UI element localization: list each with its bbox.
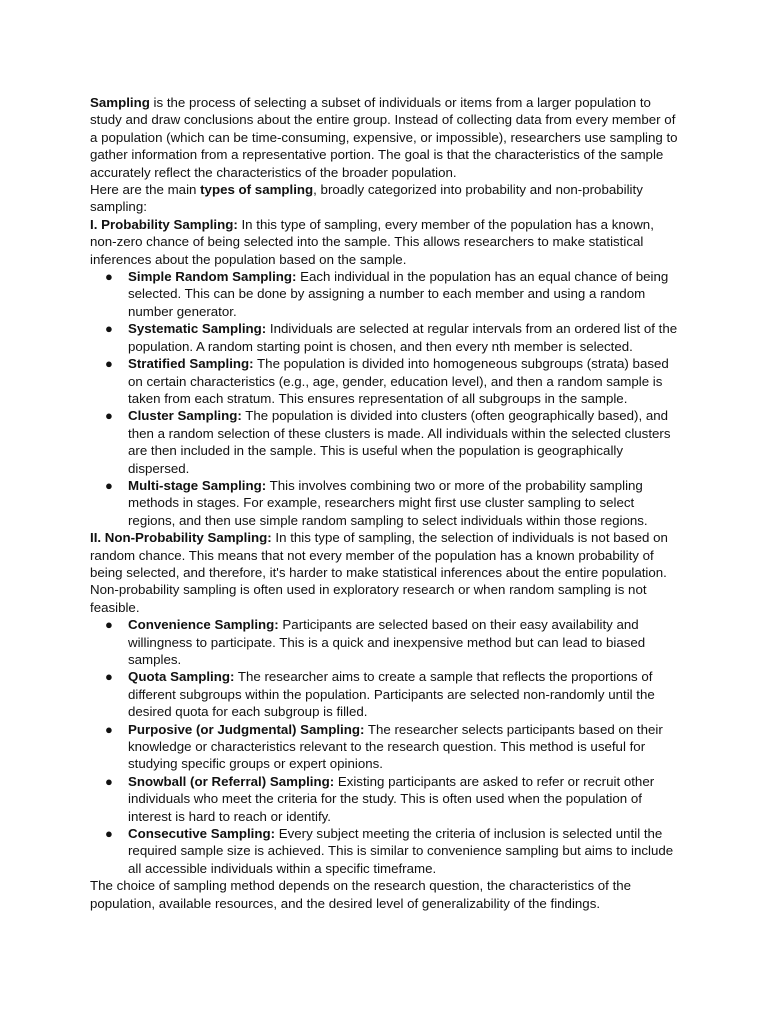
list-item-term: Simple Random Sampling: <box>128 269 297 285</box>
types-intro-before: Here are the main <box>90 182 201 198</box>
list-item-text: Existing participants are asked to refer or recruit other individuals who meet the criteria for the study. This is often used when the population of interest is hard to reach or identify. <box>128 773 655 824</box>
list-item-text: The researcher aims to create a sample that reflects the proportions of different subgroups within the population. Participants are selected non-randomly until the desired quota for each subgroup is filled. <box>128 669 655 720</box>
non-probability-list <box>90 616 682 877</box>
bullet-icon: ● <box>105 269 113 285</box>
list-item <box>90 320 682 355</box>
types-intro-term: types of sampling <box>200 182 314 198</box>
list-item-term: Multi-stage Sampling: <box>128 477 267 493</box>
list-item <box>90 355 682 407</box>
list-item-term: Systematic Sampling: <box>128 321 267 337</box>
bullet-icon: ● <box>105 321 113 337</box>
probability-text: In this type of sampling, every member of the population has a known, non-zero chance of being selected into the sample. This allows researchers to make statistical inferences about the population based on the sample. <box>90 216 654 267</box>
list-item-term: Stratified Sampling: <box>128 356 254 372</box>
intro-paragraph <box>90 94 682 181</box>
bullet-icon: ● <box>105 617 113 633</box>
bullet-icon: ● <box>105 826 113 842</box>
list-item-term: Quota Sampling: <box>128 669 235 685</box>
conclusion-paragraph: The choice of sampling method depends on the research question, the characteristics of the population, available resources, and the desired level of generalizability of the findings. <box>90 878 632 911</box>
list-item <box>90 668 682 720</box>
list-item-term: Snowball (or Referral) Sampling: <box>128 773 335 789</box>
types-intro-after: , broadly categorized into probability and non-probability sampling: <box>90 182 643 215</box>
list-item <box>90 268 682 320</box>
list-item-text: Each individual in the population has an equal chance of being selected. This can be done by assigning a number to each member and using a random number generator. <box>128 269 669 319</box>
list-item <box>90 825 682 877</box>
bullet-icon: ● <box>105 477 113 493</box>
list-item-text: Individuals are selected at regular intervals from an ordered list of the population. A random starting point is chosen, and then every nth member is selected. <box>128 321 678 354</box>
intro-term: Sampling <box>90 95 150 110</box>
list-item-term: Convenience Sampling: <box>128 617 279 633</box>
list-item-text: The population is divided into clusters (often geographically based), and then a random selection of these clusters is made. All individuals within the selected clusters are then included in the sample. This is useful when the population is geographically dispersed. <box>128 408 671 476</box>
list-item <box>90 477 682 529</box>
list-item-text: The researcher selects participants based on their knowledge or characteristics relevant to the research question. This method is useful for studying specific groups or expert opinions. <box>128 721 663 772</box>
non-probability-section-paragraph <box>90 529 682 616</box>
bullet-icon: ● <box>105 356 113 372</box>
probability-list <box>90 268 682 529</box>
list-item <box>90 721 682 773</box>
non-probability-text: In this type of sampling, the selection of individuals is not based on random chance. This means that not every member of the population has a known probability of being selected, and therefore, it's harder to make statistical inferences about the entire population. Non-probability sampling is often used in exploratory research or when random sampling is not feasible. <box>90 530 668 615</box>
list-item-term: Purposive (or Judgmental) Sampling: <box>128 721 365 737</box>
list-item <box>90 616 682 668</box>
bullet-icon: ● <box>105 773 113 789</box>
list-item-text: Every subject meeting the criteria of inclusion is selected until the required sample size is achieved. This is similar to convenience sampling but aims to include all accessible individuals within a specific timeframe. <box>128 826 674 876</box>
bullet-icon: ● <box>105 669 113 685</box>
bullet-icon: ● <box>105 408 113 424</box>
intro-text: is the process of selecting a subset of individuals or items from a larger population to study and draw conclusions about the entire group. Instead of collecting data from every member of a population (which can be time-consuming, expensive, or impossible), researchers use sampling to gather information from a representative portion. The goal is that the characteristics of the sample accurately reflect the characteristics of the broader population. <box>90 95 678 180</box>
list-item-term: Cluster Sampling: <box>128 408 242 424</box>
probability-section-paragraph <box>90 216 682 268</box>
list-item-text: The population is divided into homogeneous subgroups (strata) based on certain characteristics (e.g., age, gender, education level), and then a random sample is taken from each stratum. This ensures representation of all subgroups in the sample. <box>128 356 669 406</box>
list-item-text: This involves combining two or more of the probability sampling methods in stages. For example, researchers might first use cluster sampling to select regions, and then use simple random sampling to select individuals within those regions. <box>128 477 648 528</box>
types-intro-paragraph <box>90 181 682 216</box>
bullet-icon: ● <box>105 721 113 737</box>
list-item-term: Consecutive Sampling: <box>128 826 276 842</box>
non-probability-heading: II. Non-Probability Sampling: <box>90 530 272 546</box>
list-item-text: Participants are selected based on their easy availability and willingness to participate. This is a quick and inexpensive method but can lead to biased samples. <box>128 617 646 667</box>
list-item <box>90 773 682 825</box>
list-item <box>90 407 682 477</box>
probability-heading: I. Probability Sampling: <box>90 216 238 232</box>
document-page <box>90 94 682 912</box>
